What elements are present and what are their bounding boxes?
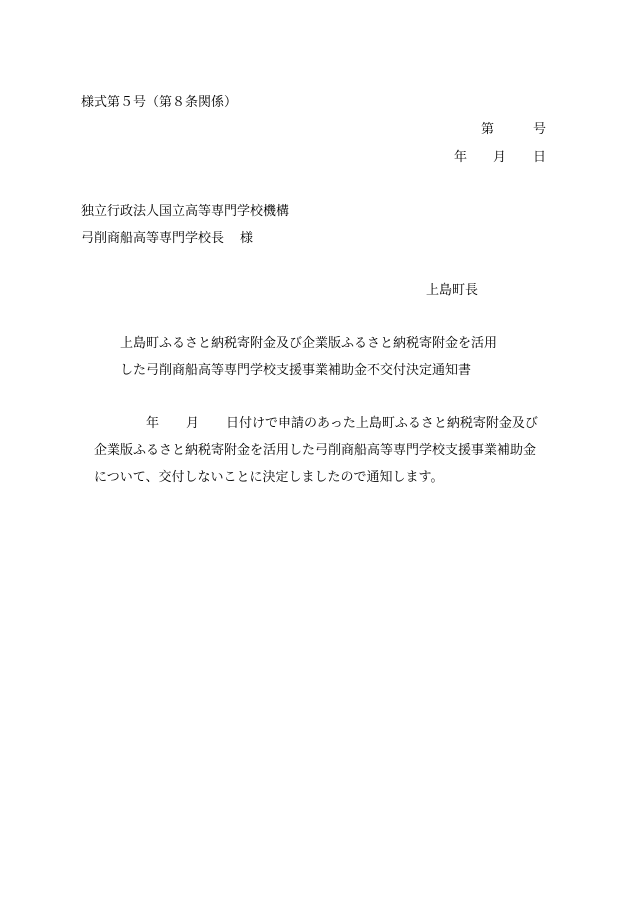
- sender-name: 上島町長: [426, 283, 479, 298]
- form-label: 様式第５号（第８条関係）: [81, 95, 238, 110]
- addressee-honorific: 様: [240, 231, 254, 246]
- body-year: 年: [146, 416, 160, 431]
- body-line-3: について、交付しないことに決定しましたので通知します。: [94, 470, 444, 485]
- body-line1-text: 日付けで申請のあった上島町ふるさと納税寄附金及び: [226, 416, 538, 431]
- date-month: 月: [493, 150, 507, 165]
- number-dai: 第: [481, 122, 495, 137]
- number-go: 号: [533, 122, 547, 137]
- body-month: 月: [186, 416, 200, 431]
- addressee-school-head: 弓削商船高等専門学校長: [81, 231, 225, 246]
- notice-title-line1: 上島町ふるさと納税寄附金及び企業版ふるさと納税寄附金を活用: [120, 336, 498, 351]
- date-day: 日: [533, 150, 547, 165]
- notice-title-line2: した弓削商船高等専門学校支援事業補助金不交付決定通知書: [120, 363, 472, 378]
- addressee-organization: 独立行政法人国立高等専門学校機構: [81, 204, 290, 219]
- body-line-2: 企業版ふるさと納税寄附金を活用した弓削商船高等専門学校支援事業補助金: [94, 443, 537, 458]
- addressee-line: [81, 232, 253, 245]
- date-year: 年: [454, 150, 468, 165]
